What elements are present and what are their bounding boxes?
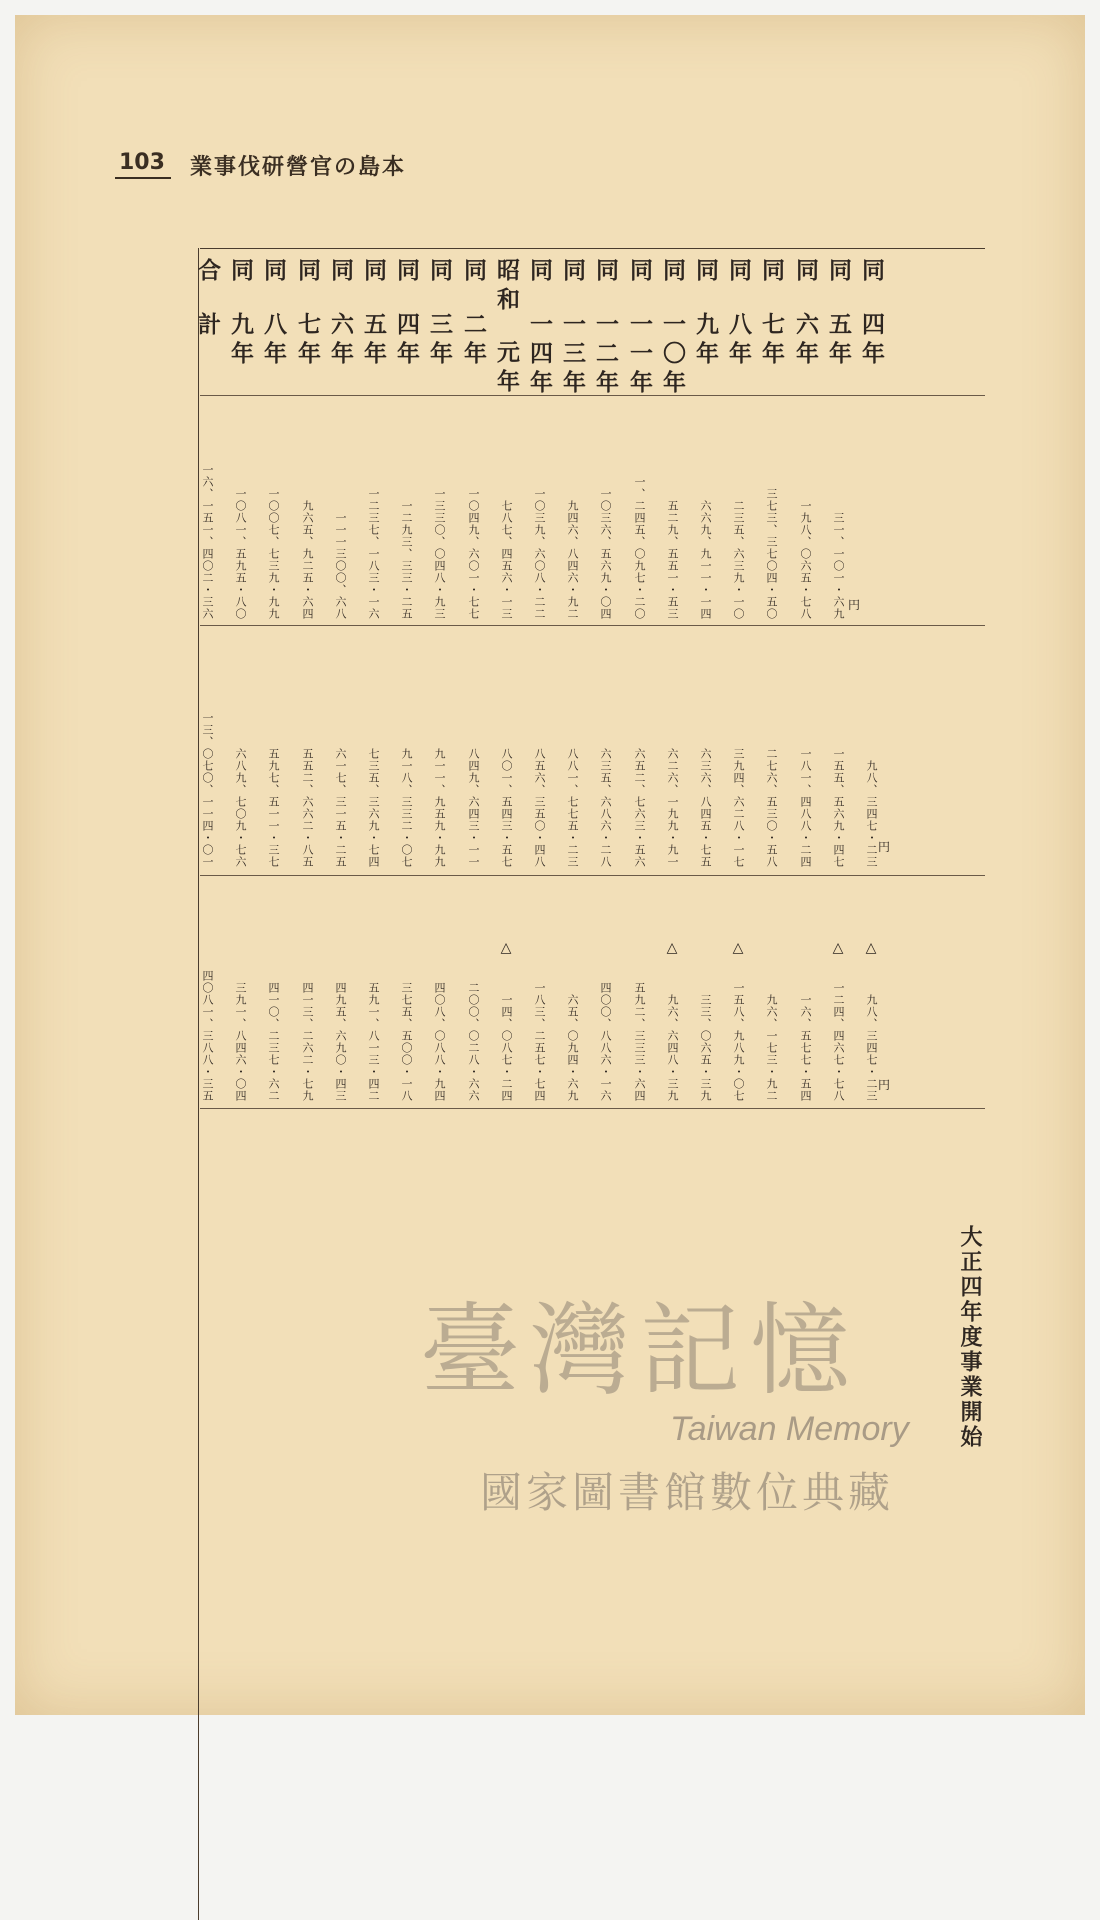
revenue-value: 一六、一五一、四〇二・三六 <box>201 464 214 620</box>
balance-value-cell <box>357 0 389 1102</box>
balance-value-cell <box>490 0 522 1102</box>
balance-value: 九六、六四八・三九 <box>666 994 679 1102</box>
balance-value: 四九五、六九〇・四三 <box>334 982 347 1102</box>
balance-value-cell <box>855 0 887 1102</box>
column-head-year-text: 一〇年 <box>659 312 686 399</box>
balance-value: 四〇〇、八八六・一六 <box>599 982 612 1102</box>
expense-value: 一五五、五六九・四七 <box>832 748 845 868</box>
expense-value: 六八九、七〇九・七六 <box>234 748 247 868</box>
balance-value: 一八三、二五七・七四 <box>533 982 546 1102</box>
revenue-value: 一〇三六、五六九・〇四 <box>599 488 612 620</box>
column-head-era-text: 同 <box>526 258 553 287</box>
revenue-value: 一〇三九、六〇八・二二 <box>533 488 546 620</box>
expense-value: 三九四、六二八・一七 <box>732 748 745 868</box>
balance-value-cell <box>755 0 787 1102</box>
expense-value: 五五二、六六二・八五 <box>301 748 314 868</box>
column-head-year-text: 六年 <box>327 312 354 370</box>
balance-value-cell <box>789 0 821 1102</box>
column-head-year-text: 九年 <box>692 312 719 370</box>
revenue-value: 一一一三〇〇、六八 <box>334 512 347 620</box>
expense-value: 一八一、四八八・二四 <box>799 748 812 868</box>
revenue-value: 六六九、九一一・一四 <box>699 500 712 620</box>
revenue-value: 一九八、〇六五・七八 <box>799 500 812 620</box>
column-head-era-text: 昭和 <box>493 258 520 316</box>
balance-value: 三七五、五〇〇・一八 <box>400 982 413 1102</box>
column-head-year-text: 一三年 <box>559 312 586 399</box>
revenue-value: 一〇四九、六〇一・七七 <box>467 488 480 620</box>
balance-value-cell <box>689 0 721 1102</box>
balance-value-cell <box>623 0 655 1102</box>
column-head-era-text: 同 <box>294 258 321 287</box>
deficit-mark: △ <box>865 940 877 956</box>
column-head-era-text: 合 <box>194 258 221 287</box>
balance-value: 四〇八、〇八八・九四 <box>433 982 446 1102</box>
balance-value: 一四、〇八七・二四 <box>500 994 513 1102</box>
balance-value: 五九二、三三三・六四 <box>633 982 646 1102</box>
column-head-era-text: 同 <box>426 258 453 287</box>
column-head-year-text: 七年 <box>294 312 321 370</box>
column-head-year-text: 三年 <box>426 312 453 370</box>
balance-value: 三三、〇六五・三九 <box>699 994 712 1102</box>
column-head-era-text: 同 <box>360 258 387 287</box>
balance-value: 三九一、八四六・〇四 <box>234 982 247 1102</box>
balance-value: 一二四、四六七・七八 <box>832 982 845 1102</box>
column-head-era-text: 同 <box>825 258 852 287</box>
balance-value-cell <box>556 0 588 1102</box>
column-head-year-text: 六年 <box>792 312 819 370</box>
balance-value: 五九一、八一三・四二 <box>367 982 380 1102</box>
column-head-era-text: 同 <box>592 258 619 287</box>
balance-value: 六五、〇九四・六九 <box>566 994 579 1102</box>
column-head-era-text: 同 <box>393 258 420 287</box>
column-head-year-text: 五年 <box>360 312 387 370</box>
column-head-era-text: 同 <box>626 258 653 287</box>
expense-value: 一三、〇七〇、一一四・〇一 <box>201 712 214 868</box>
page-number: 103 <box>115 150 171 179</box>
revenue-value: 九六五、九二五・六四 <box>301 500 314 620</box>
expense-value: 六五二、七六三・五六 <box>633 748 646 868</box>
balance-value-cell <box>457 0 489 1102</box>
expense-value: 八八一、七七五・二三 <box>566 748 579 868</box>
column-head-year-text: 元年 <box>493 340 520 398</box>
column-head-era-text: 同 <box>559 258 586 287</box>
balance-value-cell <box>390 0 422 1102</box>
balance-value: 九八、三四七・二三 <box>865 994 878 1102</box>
deficit-mark: △ <box>832 940 844 956</box>
balance-value: 一五八、九八九・〇七 <box>732 982 745 1102</box>
column-head-era-text: 同 <box>260 258 287 287</box>
expense-value: 五九七、五一一・三七 <box>267 748 280 868</box>
column-head-year-text: 八年 <box>260 312 287 370</box>
column-head-year-text: 計 <box>194 312 221 341</box>
deficit-mark: △ <box>500 940 512 956</box>
balance-value-cell <box>324 0 356 1102</box>
balance-value-cell <box>423 0 455 1102</box>
revenue-value: 三七三、三七〇四・五〇 <box>765 488 778 620</box>
unit-label-2: 円 <box>878 840 891 854</box>
column-head-year-text: 一四年 <box>526 312 553 399</box>
column-head-era-text: 同 <box>725 258 752 287</box>
expense-value: 六三五、六八六・二八 <box>599 748 612 868</box>
expense-value: 九八、三四七・二三 <box>865 760 878 868</box>
unit-label-3: 円 <box>878 1078 891 1092</box>
revenue-value: 一二三七、一八三・一六 <box>367 488 380 620</box>
column-head-era-text: 同 <box>758 258 785 287</box>
column-head-era-text: 同 <box>327 258 354 287</box>
balance-value-cell <box>822 0 854 1102</box>
expense-value: 八〇一、五四三・五七 <box>500 748 513 868</box>
deficit-mark: △ <box>732 940 744 956</box>
revenue-value: 一二九三、三三・二五 <box>400 500 413 620</box>
running-header: 業事伐研營官の島本 <box>190 154 407 180</box>
column-head-year-text: 八年 <box>725 312 752 370</box>
column-head-year-text: 七年 <box>758 312 785 370</box>
revenue-value: 五二九、五五一・五三 <box>666 500 679 620</box>
column-head-era-text: 同 <box>659 258 686 287</box>
column-head-era-text: 同 <box>792 258 819 287</box>
balance-value-cell <box>523 0 555 1102</box>
column-head-era-text: 同 <box>692 258 719 287</box>
expense-value: 二七六、五三〇・五八 <box>765 748 778 868</box>
column-head-era-text: 同 <box>460 258 487 287</box>
balance-value: 一六、五七七・五四 <box>799 994 812 1102</box>
revenue-value: 三一、一〇一・六九 <box>832 512 845 620</box>
balance-value: 二〇〇、〇二八・六六 <box>467 982 480 1102</box>
revenue-value: 二三五、六三九・一〇 <box>732 500 745 620</box>
balance-value-cell <box>224 0 256 1102</box>
revenue-value: 一三三〇、〇四八・九三 <box>433 488 446 620</box>
revenue-value: 一〇〇七、七三九・九九 <box>267 488 280 620</box>
balance-value-cell <box>191 0 223 1102</box>
expense-value: 六二六、一九九・九一 <box>666 748 679 868</box>
revenue-value: 七八七、四五六・一三 <box>500 500 513 620</box>
expense-value: 六三六、八四五・七五 <box>699 748 712 868</box>
expense-value: 九一八、三三二・〇七 <box>400 748 413 868</box>
column-head-year-text: 二年 <box>460 312 487 370</box>
balance-value: 九六、一七三・九二 <box>765 994 778 1102</box>
column-head-year-text: 九年 <box>227 312 254 370</box>
expense-value: 八五六、三五〇・四八 <box>533 748 546 868</box>
column-head-year-text: 四年 <box>393 312 420 370</box>
start-note: 大正四年度事業開始 <box>957 1225 983 1450</box>
expense-value: 九一一、九五九・九九 <box>433 748 446 868</box>
unit-label-1: 円 <box>848 598 861 612</box>
column-head-year-text: 一二年 <box>592 312 619 399</box>
balance-value: 四一三、二六二・七九 <box>301 982 314 1102</box>
expense-value: 六一七、三一五・二五 <box>334 748 347 868</box>
balance-value-cell <box>722 0 754 1102</box>
revenue-value: 九四六、八四六・九二 <box>566 500 579 620</box>
balance-value: 四〇八一、三八八・三五 <box>201 970 214 1102</box>
watermark-title: 臺灣記憶 <box>420 1292 860 1409</box>
column-head-year-text: 一一年 <box>626 312 653 399</box>
column-head-year-text: 五年 <box>825 312 852 370</box>
balance-value-cell <box>291 0 323 1102</box>
band-rule-3 <box>200 1108 985 1109</box>
expense-value: 七三五、三六九・七四 <box>367 748 380 868</box>
expense-value: 八四九、六四三・一一 <box>467 748 480 868</box>
balance-value-cell <box>656 0 688 1102</box>
revenue-value: 一〇八一、五九五・八〇 <box>234 488 247 620</box>
revenue-value: 一、二四五、〇九七・二〇 <box>633 476 646 620</box>
balance-value: 四一〇、二三七・六二 <box>267 982 280 1102</box>
watermark-english: Taiwan Memory <box>670 1410 909 1448</box>
deficit-mark: △ <box>666 940 678 956</box>
column-head-era-text: 同 <box>858 258 885 287</box>
column-head-year-text: 四年 <box>858 312 885 370</box>
balance-value-cell <box>257 0 289 1102</box>
column-head-era-text: 同 <box>227 258 254 287</box>
watermark-chinese: 國家圖書館數位典藏 <box>480 1468 895 1517</box>
balance-value-cell <box>589 0 621 1102</box>
